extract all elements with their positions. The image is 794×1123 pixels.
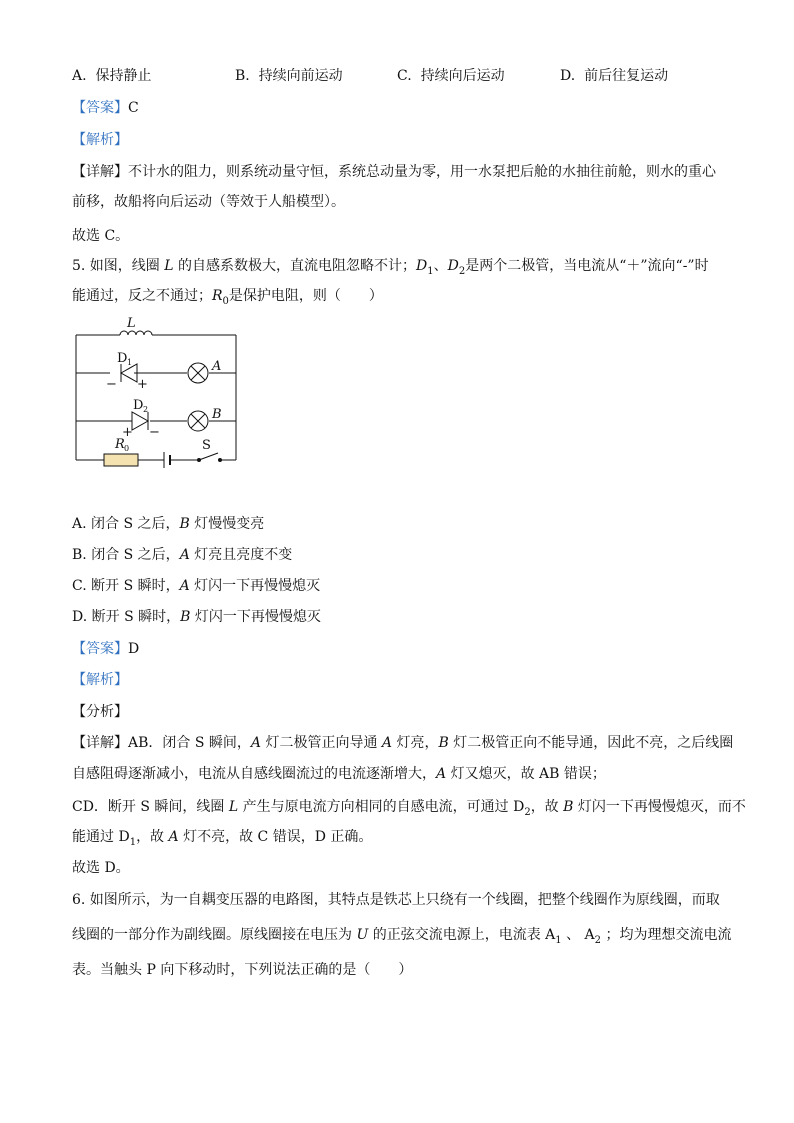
q4-analysis-tag: 【解析】 (72, 132, 128, 148)
label-L: L (127, 316, 136, 331)
label-lamp-A: A (212, 359, 222, 374)
q5-detail-line3: CD．断开 S 瞬间，线圈 L 产生与原电流方向相同的自感电流，可通过 $D_2$，故 B 灯闪一下再慢慢熄灭，而不 (72, 799, 746, 818)
d1-plus: + (137, 377, 148, 392)
q4-conclusion: 故选 C。 (72, 228, 130, 244)
diode-d2-triangle (132, 412, 148, 430)
switch-s (199, 453, 218, 460)
circuit-diagram (60, 310, 260, 470)
q6-stem-line2: 线圈的一部分作为副线圈。原线圈接在电压为 U 的正弦交流电源上，电流表 $A_1$ 、 $A_2$ ；均为理想交流电流 (72, 927, 732, 946)
q5-stem-line1: 5. 如图，线圈 L 的自感系数极大，直流电阻忽略不计；$D_1$、$D_2$是两个二极管，当电流从“＋”流向“-”时 (72, 258, 709, 277)
q5-option-b: B. 闭合 S 之后，A 灯亮且亮度不变 (72, 547, 293, 563)
d2-minus: − (149, 425, 160, 440)
svg-text:2: 2 (143, 405, 149, 414)
q5-fenxi-tag: 【分析】 (72, 704, 128, 720)
label-S: S (202, 438, 211, 453)
svg-text:0: 0 (124, 444, 130, 453)
d1-minus: − (106, 377, 117, 392)
q4-option-d: D. 前后往复运动 (560, 68, 669, 84)
q5-option-a: A. 闭合 S 之后，B 灯慢慢变亮 (72, 516, 265, 532)
q4-option-a: A. 保持静止 (72, 68, 152, 84)
q4-option-c: C. 持续向后运动 (397, 68, 505, 84)
q5-analysis-tag: 【解析】 (72, 672, 128, 688)
q5-detail-line2: 自感阻碍逐渐减小，电流从自感线圈流过的电流逐渐增大，A 灯又熄灭，故 AB 错误； (72, 766, 606, 782)
label-lamp-B: B (212, 407, 222, 422)
q5-stem-line2: 能通过，反之不通过；$R_0$是保护电阻，则（ ） (72, 288, 383, 307)
q5-option-c: C. 断开 S 瞬时，A 灯闪一下再慢慢熄灭 (72, 578, 321, 594)
q5-conclusion: 故选 D。 (72, 860, 130, 876)
q5-detail-line4: 能通过 $D_1$，故 A 灯不亮，故 C 错误，D 正确。 (72, 829, 373, 848)
q4-detail-line2: 前移，故船将向后运动（等效于人船模型）。 (72, 194, 345, 210)
q5-answer: 【答案】D (72, 641, 140, 657)
q4-option-b: B. 持续向前运动 (235, 68, 343, 84)
d2-plus: + (122, 425, 133, 440)
q5-option-d: D. 断开 S 瞬时，B 灯闪一下再慢慢熄灭 (72, 609, 321, 625)
resistor-r0 (104, 454, 138, 466)
q6-stem-line1: 6. 如图所示，为一自耦变压器的电路图，其特点是铁芯上只绕有一个线圈，把整个线圈作为原线圈，而取 (72, 892, 720, 908)
q4-detail-line1: 【详解】不计水的阻力，则系统动量守恒，系统总动量为零，用一水泵把后舱的水抽往前舱，则水的重心 (72, 164, 716, 180)
q6-stem-line3: 表。当触头 P 向下移动时，下列说法正确的是（ ） (72, 962, 413, 978)
label-D1: D (117, 351, 128, 366)
inductor-coil (120, 331, 152, 335)
q5-detail-line1: 【详解】AB．闭合 S 瞬间，A 灯二极管正向导通 A 灯亮，B 灯二极管正向不能导通，因此不亮，之后线圈 (72, 735, 734, 751)
label-R0: R (115, 437, 125, 452)
label-D2: D (133, 398, 144, 413)
svg-text:1: 1 (127, 358, 133, 367)
q4-answer: 【答案】C (72, 100, 139, 116)
